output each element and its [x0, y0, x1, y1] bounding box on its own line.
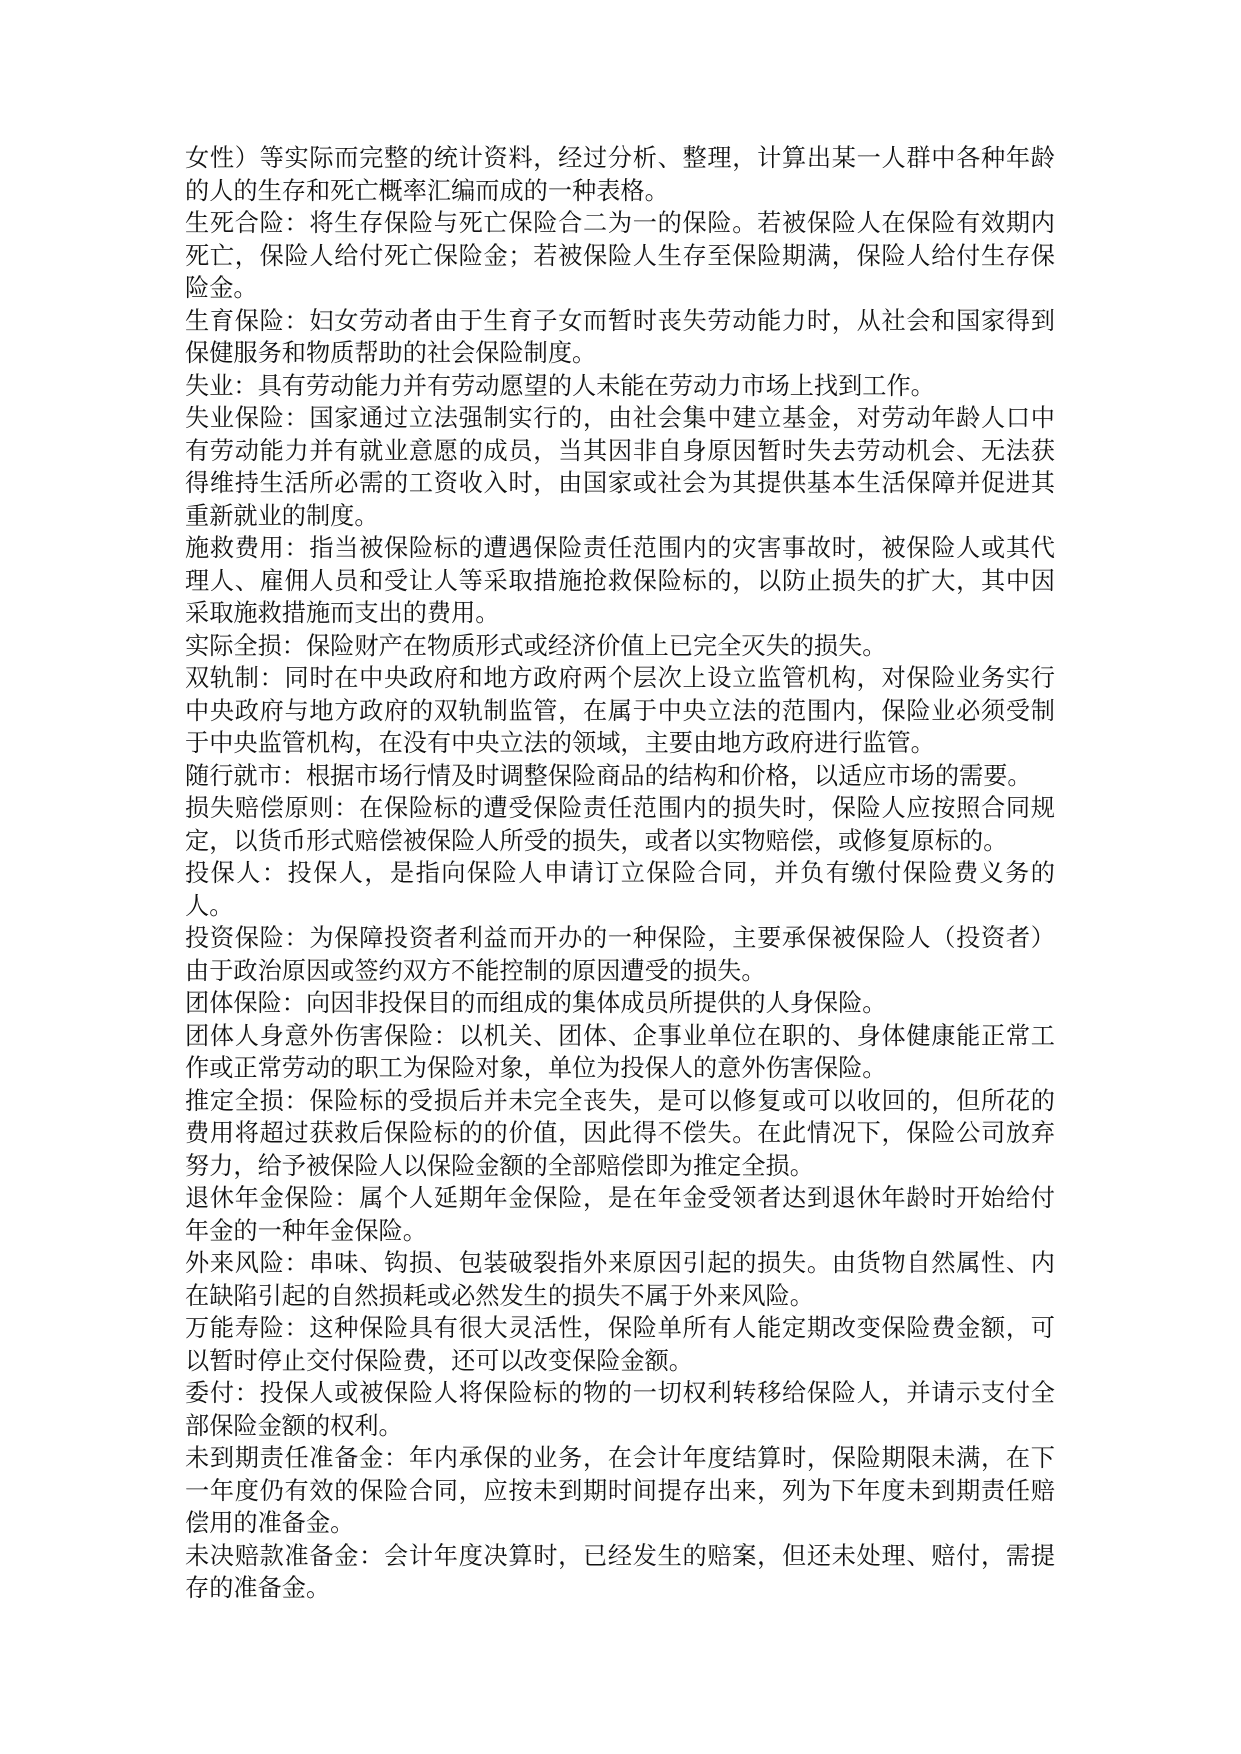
glossary-entry-shiji-quansun: 实际全损：保险财产在物质形式或经济价值上已完全灭失的损失。 — [185, 631, 887, 660]
glossary-entry-weifu: 委付：投保人或被保险人将保险标的物的一切权利转移给保险人，并请示支付全部保险金额的权利。 — [185, 1379, 1055, 1440]
glossary-entry-shijiu-feiyong: 施救费用：指当被保险标的遭遇保险责任范围内的灾害事故时，被保险人或其代理人、雇佣人员和受让人等采取措施抢救保险标的，以防止损失的扩大，其中因采取施救措施而支出的费用。 — [185, 534, 1055, 627]
glossary-entry-shengyu-baoxian: 生育保险：妇女劳动者由于生育子女而暂时丧失劳动能力时，从社会和国家得到保健服务和物质帮助的社会保险制度。 — [185, 306, 1055, 367]
glossary-entry-tuanti-yiwai-baoxian: 团体人身意外伤害保险：以机关、团体、企事业单位在职的、身体健康能正常工作或正常劳动的职工为保险对象，单位为投保人的意外伤害保险。 — [185, 1021, 1055, 1082]
glossary-entry-shiye: 失业：具有劳动能力并有劳动愿望的人未能在劳动力市场上找到工作。 — [185, 371, 935, 400]
glossary-entry-toubaoren: 投保人：投保人，是指向保险人申请订立保险合同，并负有缴付保险费义务的人。 — [185, 859, 1055, 920]
glossary-entry-continuation: 女性）等实际而完整的统计资料，经过分析、整理，计算出某一人群中各种年龄的人的生存和死亡概率汇编而成的一种表格。 — [185, 144, 1055, 205]
document-page — [185, 142, 1055, 1605]
glossary-entry-weijue-peikuan-zhunbeijin: 未决赔款准备金：会计年度决算时，已经发生的赔案，但还未处理、赔付，需提存的准备金。 — [185, 1541, 1055, 1602]
glossary-entry-weidaoqi-zhunbeijin: 未到期责任准备金：年内承保的业务，在会计年度结算时，保险期限未满，在下一年度仍有效的保险合同，应按未到期时间提存出来，列为下年度未到期责任赔偿用的准备金。 — [185, 1444, 1055, 1537]
glossary-entry-wanneng-shouxian: 万能寿险：这种保险具有很大灵活性，保险单所有人能定期改变保险费金额，可以暂时停止交付保险费，还可以改变保险金额。 — [185, 1314, 1055, 1375]
glossary-entry-shuangguizhi: 双轨制：同时在中央政府和地方政府两个层次上设立监管机构，对保险业务实行中央政府与地方政府的双轨制监管，在属于中央立法的范围内，保险业必须受制于中央监管机构，在没有中央立法的领域，主要由地方政府进行监管。 — [185, 664, 1055, 757]
glossary-entry-touzi-baoxian: 投资保险：为保障投资者利益而开办的一种保险，主要承保被保险人（投资者）由于政治原因或签约双方不能控制的原因遭受的损失。 — [185, 924, 1055, 985]
glossary-entry-wailai-fengxian: 外来风险：串味、钩损、包装破裂指外来原因引起的损失。由货物自然属性、内在缺陷引起的自然损耗或必然发生的损失不属于外来风险。 — [185, 1249, 1055, 1310]
glossary-entry-tuixiu-nianjin-baoxian: 退休年金保险：属个人延期年金保险，是在年金受领者达到退休年龄时开始给付年金的一种年金保险。 — [185, 1184, 1055, 1245]
glossary-entry-tuanti-baoxian: 团体保险：向因非投保目的而组成的集体成员所提供的人身保险。 — [185, 989, 887, 1017]
glossary-entry-tuiding-quansun: 推定全损：保险标的受损后并未完全丧失，是可以修复或可以收回的，但所花的费用将超过获救后保险标的的价值，因此得不偿失。在此情况下，保险公司放弃努力，给予被保险人以保险金额的全部赔偿即为推定全损。 — [185, 1086, 1055, 1180]
glossary-entry-shiye-baoxian: 失业保险：国家通过立法强制实行的，由社会集中建立基金，对劳动年龄人口中有劳动能力并有就业意愿的成员，当其因非自身原因暂时失去劳动机会、无法获得维持生活所必需的工资收入时，由国家或社会为其提供基本生活保障并促进其重新就业的制度。 — [185, 404, 1055, 530]
glossary-entry-shengsi-hexian: 生死合险：将生存保险与死亡保险合二为一的保险。若被保险人在保险有效期内死亡，保险人给付死亡保险金；若被保险人生存至保险期满，保险人给付生存保险金。 — [185, 209, 1055, 302]
glossary-entry-sunshi-peichang-yuanze: 损失赔偿原则：在保险标的遭受保险责任范围内的损失时，保险人应按照合同规定，以货币形式赔偿被保险人所受的损失，或者以实物赔偿，或修复原标的。 — [185, 794, 1055, 855]
glossary-entry-suixing-jiushi: 随行就市：根据市场行情及时调整保险商品的结构和价格，以适应市场的需要。 — [185, 761, 1032, 790]
